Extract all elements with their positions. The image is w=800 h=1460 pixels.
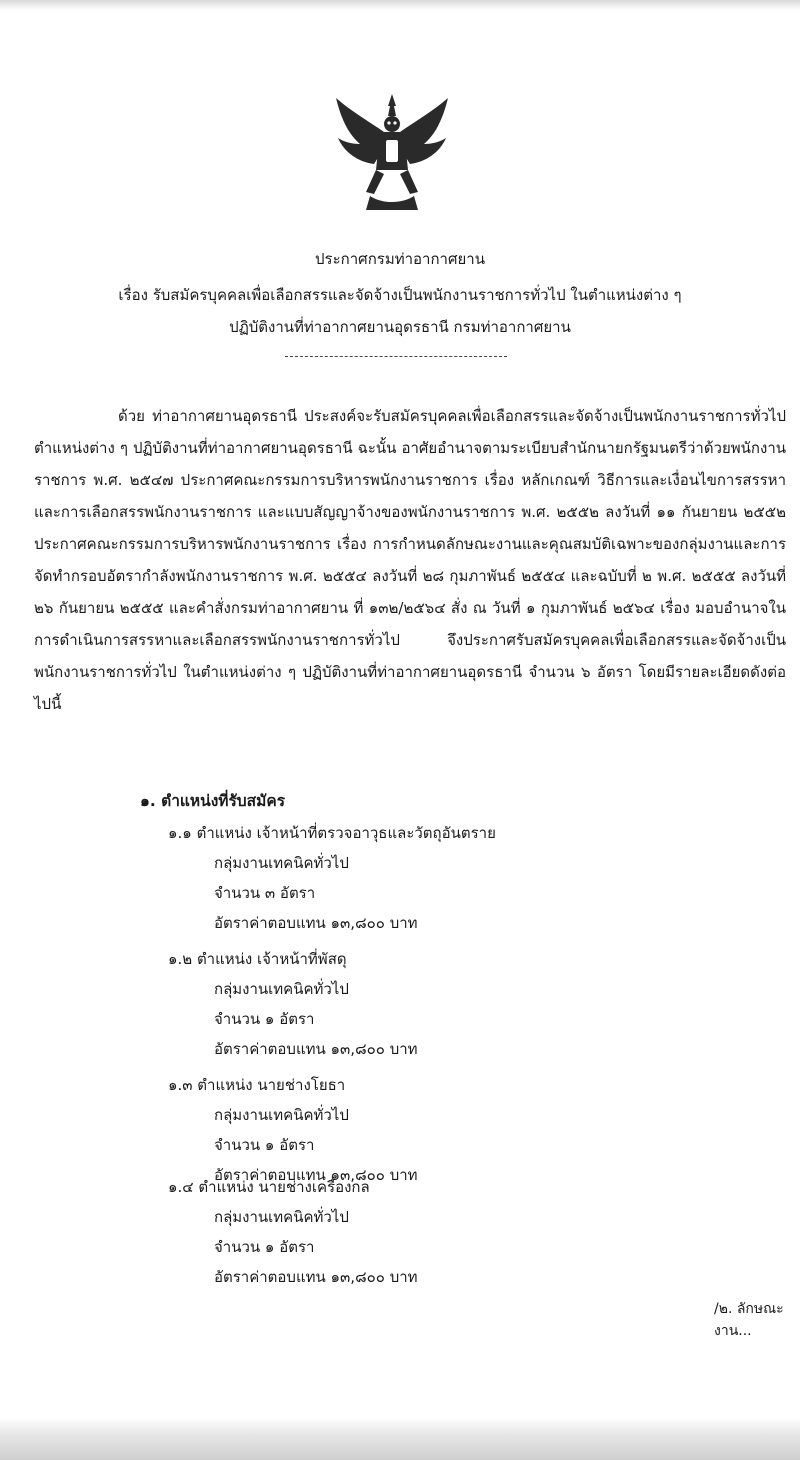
position-pay: อัตราค่าตอบแทน ๑๓,๘๐๐ บาท: [214, 1040, 418, 1058]
position-group: กลุ่มงานเทคนิคทั่วไป: [214, 980, 349, 998]
garuda-emblem-icon: [330, 92, 454, 214]
announcement-subject-line2: ปฏิบัติงานที่ท่าอากาศยานอุดรธานี กรมท่าอากาศยาน: [229, 318, 571, 336]
announcement-subject: เรื่อง รับสมัครบุคคลเพื่อเลือกสรรและจัดจ้างเป็นพนักงานราชการทั่วไป ในตำแหน่งต่าง ๆ: [118, 286, 682, 304]
position-title: ๑.๓ ตำแหน่ง นายช่างโยธา: [168, 1076, 346, 1094]
position-group: กลุ่มงานเทคนิคทั่วไป: [214, 1106, 349, 1124]
position-count: จำนวน ๑ อัตรา: [214, 1010, 315, 1028]
position-group: กลุ่มงานเทคนิคทั่วไป: [214, 1208, 349, 1226]
position-item: [168, 1172, 418, 1292]
scan-edge-bottom: [0, 1418, 800, 1460]
intro-paragraph: ด้วย ท่าอากาศยานอุดรธานี ประสงค์จะรับสมัครบุคคลเพื่อเลือกสรรและจัดจ้างเป็นพนักงานราชการทั่วไป ตำแหน่งต่าง ๆ ปฏิบัติงานที่ท่าอากาศยานอุดรธานี ฉะนั้น อาศัยอำนาจตามระเบียบสำนักนายกรัฐมนตรีว่าด้วยพนักงานราชการ พ.ศ. ๒๕๔๗ ประกาศคณะกรรมการบริหารพนักงานราชการ เรื่อง หลักเกณฑ์ วิธีการและเงื่อนไขการสรรหาและการเลือกสรรพนักงานราชการ และแบบสัญญาจ้างของพนักงานราชการ พ.ศ. ๒๕๕๒ ลงวันที่ ๑๑ กันยายน ๒๕๕๒ ประกาศคณะกรรมการบริหารพนักงานราชการ เรื่อง การกำหนดลักษณะงานและคุณสมบัติเฉพาะของกลุ่มงานและการจัดทำกรอบอัตรากำลังพนักงานราชการ พ.ศ. ๒๕๕๔ ลงวันที่ ๒๘ กุมภาพันธ์ ๒๕๕๔ และฉบับที่ ๒ พ.ศ. ๒๕๕๕ ลงวันที่ ๒๖ กันยายน ๒๕๕๕ และคำสั่งกรมท่าอากาศยาน ที่ ๑๓๒/๒๕๖๔ สั่ง ณ วันที่ ๑ กุมภาพันธ์ ๒๕๖๔ เรื่อง มอบอำนาจในการดำเนินการสรรหาและเลือกสรรพนักงานราชการทั่วไป จึงประกาศรับสมัครบุคคลเพื่อเลือกสรรและจัดจ้างเป็นพนักงานราชการทั่วไป ในตำแหน่งต่าง ๆ ปฏิบัติงานที่ท่าอากาศยานอุดรธานี จำนวน ๖ อัตรา โดยมีรายละเอียดดังต่อไปนี้: [34, 407, 786, 713]
position-pay: อัตราค่าตอบแทน ๑๓,๘๐๐ บาท: [214, 1268, 418, 1286]
title-divider: [285, 356, 507, 357]
position-pay: อัตราค่าตอบแทน ๑๓,๘๐๐ บาท: [214, 914, 418, 932]
position-item: [168, 818, 496, 938]
announcement-org: ประกาศกรมท่าอากาศยาน: [315, 250, 485, 268]
position-count: จำนวน ๑ อัตรา: [214, 1238, 315, 1256]
position-title: ๑.๒ ตำแหน่ง เจ้าหน้าที่พัสดุ: [168, 950, 347, 968]
section-1-heading: ๑. ตำแหน่งที่รับสมัคร: [140, 792, 286, 810]
scan-edge-top: [0, 0, 800, 10]
position-count: จำนวน ๓ อัตรา: [214, 884, 316, 902]
continuation-note: /๒. ลักษณะงาน...: [714, 1301, 784, 1339]
position-group: กลุ่มงานเทคนิคทั่วไป: [214, 854, 349, 872]
position-title: ๑.๔ ตำแหน่ง นายช่างเครื่องกล: [168, 1178, 370, 1196]
position-title: ๑.๑ ตำแหน่ง เจ้าหน้าที่ตรวจอาวุธและวัตถุอันตราย: [168, 824, 496, 842]
position-count: จำนวน ๑ อัตรา: [214, 1136, 315, 1154]
position-item: [168, 944, 418, 1064]
position-pay: อัตราค่าตอบแทน ๑๓,๘๐๐ บาท: [214, 1166, 418, 1184]
